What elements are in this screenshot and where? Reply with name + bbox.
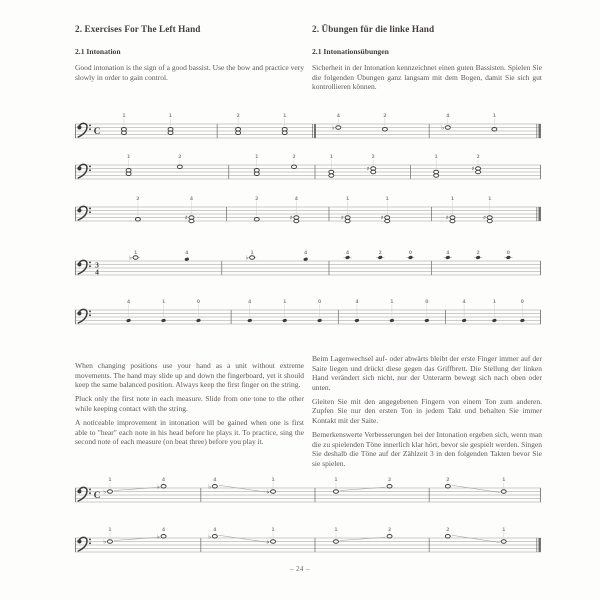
- svg-text:0: 0: [520, 300, 524, 306]
- svg-text:1: 1: [492, 114, 497, 120]
- german-section-title: 2. Übungen für die linke Hand: [312, 24, 435, 34]
- svg-text:1: 1: [271, 478, 275, 484]
- svg-text:♯: ♯: [289, 215, 293, 222]
- svg-text:4: 4: [126, 300, 131, 306]
- svg-text:2: 2: [476, 251, 480, 257]
- svg-text:♭: ♭: [103, 489, 107, 496]
- german-paragraph: Bemerkenswerte Verbesserungen bei der Intonation ergeben sich, wenn man die zu spielenden Töne innerlich klar hört, bevor sie gespielt werden. Singen Sie deshalb die Töne auf der Zählzeit 3 in den folgenden Takten bevor Sie sie spielen.: [312, 430, 543, 468]
- svg-text:2: 2: [387, 478, 392, 484]
- svg-text:1: 1: [133, 251, 138, 257]
- svg-text:2: 2: [446, 528, 450, 534]
- svg-text:1: 1: [492, 300, 497, 306]
- svg-text:♯: ♯: [445, 215, 449, 222]
- svg-text:1: 1: [334, 528, 338, 534]
- svg-text:4: 4: [462, 300, 466, 306]
- svg-text:1: 1: [108, 478, 112, 484]
- svg-text:1: 1: [346, 197, 350, 203]
- staff-exercise-1-line-2: [75, 153, 541, 191]
- german-intro-paragraph: Sicherheit in der Intonation kennzeichnet einen guten Bassisten. Spielen Sie die folgenden Übungen ganz langsam mit dem Bogen, damit Sie sich gut kontrollieren können.: [312, 63, 542, 92]
- svg-text:2: 2: [255, 197, 259, 203]
- svg-text:2: 2: [236, 114, 240, 120]
- svg-text:1: 1: [334, 478, 338, 484]
- svg-text:1: 1: [283, 300, 287, 306]
- svg-text:1: 1: [450, 197, 455, 203]
- svg-text:1: 1: [122, 114, 126, 120]
- english-subsection-title: 2.1 Intonation: [75, 47, 121, 56]
- svg-text:♯: ♯: [341, 215, 344, 222]
- svg-text:2: 2: [378, 251, 382, 257]
- svg-text:4: 4: [346, 251, 350, 257]
- svg-text:1: 1: [283, 114, 287, 120]
- svg-text:♯: ♯: [471, 166, 475, 173]
- svg-text:2: 2: [383, 114, 387, 120]
- svg-text:4: 4: [355, 300, 359, 306]
- svg-text:1: 1: [126, 155, 131, 161]
- svg-text:2: 2: [387, 528, 392, 534]
- staff-exercise-3-line-1: [75, 476, 541, 514]
- english-paragraph: A noticeable improvement in intonation will be gained when one is first able to "hear" each note in his head before he plays it. To practice, sing the second note of each measure (on beat three) before you play it.: [75, 417, 304, 447]
- svg-text:♭: ♭: [245, 255, 249, 262]
- svg-text:0: 0: [408, 251, 413, 257]
- svg-text:4: 4: [189, 197, 194, 203]
- svg-text:1: 1: [329, 155, 333, 161]
- svg-text:1: 1: [168, 114, 173, 120]
- page-number: – 24 –: [290, 566, 310, 573]
- german-paragraph: Beim Lagenwechsel auf- oder abwärts bleibt der erste Finger immer auf der Saite liegen und drückt diese gegen das Griffbrett. Die Stellung der linken Hand verändert sich nicht, nur der Unterarm bewegt sich nach oben oder unten.: [312, 354, 542, 392]
- svg-text:♭: ♭: [331, 125, 335, 132]
- svg-text:♯: ♯: [380, 215, 384, 222]
- english-instructions-column: [75, 361, 304, 451]
- svg-text:3: 3: [95, 260, 99, 270]
- svg-text:1: 1: [255, 155, 259, 161]
- svg-text:2: 2: [446, 478, 450, 484]
- svg-text:4: 4: [213, 528, 217, 534]
- svg-text:0: 0: [425, 300, 429, 306]
- svg-text:♭: ♭: [208, 534, 211, 541]
- svg-text:1: 1: [385, 197, 389, 203]
- svg-text:4: 4: [446, 114, 450, 120]
- svg-text:♯: ♯: [184, 215, 188, 222]
- german-paragraph: Gleiten Sie mit den angegebenen Fingern von einem Ton zum anderen. Zupfen Sie nur den ersten Ton in jedem Takt und behalten Sie immer Kontakt mit der Saite.: [312, 396, 542, 426]
- svg-text:4: 4: [213, 478, 217, 484]
- svg-text:1: 1: [434, 155, 438, 161]
- svg-text:C: C: [93, 127, 101, 137]
- svg-text:C: C: [93, 491, 101, 501]
- svg-text:4: 4: [185, 251, 189, 257]
- svg-text:2: 2: [136, 197, 140, 203]
- svg-text:♯: ♯: [366, 166, 370, 173]
- english-paragraph: Pluck only the first note in each measure. Slide from one tone to the other while keeping contact with the string.: [75, 394, 304, 413]
- svg-text:0: 0: [196, 300, 201, 306]
- svg-text:♭: ♭: [441, 125, 444, 132]
- svg-text:1: 1: [271, 528, 275, 534]
- svg-text:2: 2: [476, 155, 480, 161]
- svg-text:4: 4: [446, 251, 450, 257]
- svg-text:0: 0: [318, 300, 322, 306]
- svg-text:2: 2: [178, 155, 182, 161]
- english-section-title: 2. Exercises For The Left Hand: [75, 24, 201, 34]
- svg-text:1: 1: [108, 528, 112, 534]
- svg-text:4: 4: [294, 197, 298, 203]
- svg-text:4: 4: [161, 528, 166, 534]
- svg-text:4: 4: [304, 251, 308, 257]
- svg-text:4: 4: [248, 300, 252, 306]
- staff-exercise-1a-1b: [75, 112, 541, 150]
- english-paragraph: When changing positions use your hand as a unit without extreme movements. The hand may slide up and down the fingerboard, yet it should keep the same balanced position. Always keep the first finger on the string.: [75, 361, 304, 390]
- english-intro-paragraph: Good intonation is the sign of a good bassist. Use the bow and practice very slowly in order to gain control.: [75, 63, 304, 82]
- svg-text:1: 1: [502, 478, 506, 484]
- staff-exercise-1-line-3: [75, 195, 541, 233]
- german-instructions-column: [312, 354, 542, 473]
- svg-text:♭: ♭: [156, 534, 160, 541]
- svg-text:♭: ♭: [266, 539, 270, 546]
- svg-text:2: 2: [371, 155, 375, 161]
- svg-text:♭: ♭: [266, 489, 270, 496]
- svg-text:1: 1: [161, 300, 166, 306]
- svg-text:♭: ♭: [208, 484, 211, 491]
- german-subsection-title: 2.1 Intonationsübungen: [312, 47, 389, 56]
- svg-text:4: 4: [161, 478, 166, 484]
- svg-text:4: 4: [95, 267, 99, 277]
- svg-text:1: 1: [488, 197, 492, 203]
- svg-text:1: 1: [250, 251, 254, 257]
- svg-text:0: 0: [506, 251, 510, 257]
- svg-text:4: 4: [336, 114, 340, 120]
- staff-exercise-3-line-2: [75, 526, 541, 564]
- svg-text:♯: ♯: [483, 215, 486, 222]
- svg-text:♭: ♭: [129, 255, 132, 262]
- svg-text:2: 2: [292, 155, 296, 161]
- staff-exercise-2-line-2: [75, 298, 541, 336]
- svg-text:1: 1: [390, 300, 394, 306]
- svg-text:1: 1: [502, 528, 506, 534]
- svg-text:♭: ♭: [156, 484, 160, 491]
- svg-text:♭: ♭: [103, 539, 107, 546]
- staff-exercise-2-line-1: [75, 249, 541, 287]
